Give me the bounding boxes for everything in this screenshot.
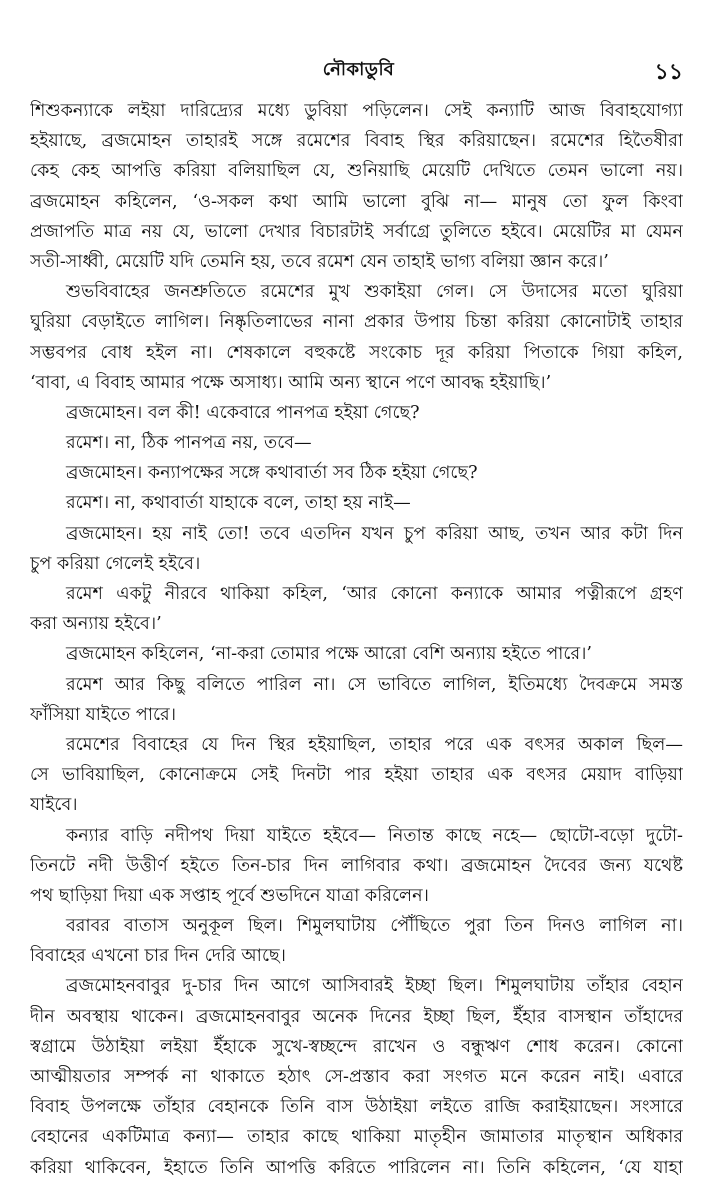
text-line: রমেশ। না, ঠিক পানপত্র নয়, তবে—: [66, 433, 312, 454]
text-line: বেহানের একটিমাত্র কন্যা— তাহার কাছে থাকিয়া মাতৃহীন জামাতার মাতৃস্থান অধিকার: [30, 1127, 683, 1148]
text-line: ‘বাবা, এ বিবাহ আমার পক্ষে অসাধ্য। আমি অন্য স্থানে পণে আবদ্ধ হইয়াছি।’: [30, 372, 552, 393]
text-line: রমেশ। না, কথাবার্তা যাহাকে বলে, তাহা হয় নাই—: [66, 493, 411, 514]
text-line: সম্ভবপর বোধ হইল না। শেষকালে বহুকষ্টে সংকোচ দূর করিয়া পিতাকে গিয়া কহিল,: [30, 342, 683, 363]
text-line: বরাবর বাতাস অনুকূল ছিল। শিমুলঘাটায় পৌঁছিতে পুরা তিন দিনও লাগিল না।: [66, 916, 683, 937]
page-number: ১১: [654, 59, 683, 85]
text-line: সতী-সাধ্বী, মেয়েটি যদি তেমনি হয়, তবে রমেশ যেন তাহাই ভাগ্য বলিয়া জ্ঞান করে।’: [30, 251, 609, 272]
text-line: সে ভাবিয়াছিল, কোনোক্রমে সেই দিনটা পার হইয়া তাহার এক বৎসর মেয়াদ বাড়িয়া: [30, 765, 683, 786]
text-line: চুপ করিয়া গেলেই হইবে।: [30, 553, 201, 574]
text-line: প্রজাপতি মাত্র নয় যে, ভালো দেখার বিচারটাই সর্বাগ্রে তুলিতে হইবে। মেয়েটির মা যেমন: [30, 221, 683, 242]
text-line: বিবাহ উপলক্ষে তাঁহার বেহানকে তিনি বাস উঠাইয়া লইতে রাজি করাইয়াছেন। সংসারে: [30, 1097, 683, 1118]
text-line: ব্রজমোহন। বল কী! একেবারে পানপত্র হইয়া গেছে?: [66, 402, 420, 423]
text-line: রমেশ আর কিছু বলিতে পারিল না। সে ভাবিতে লাগিল, ইতিমধ্যে দৈবক্রমে সমস্ত: [66, 674, 683, 695]
text-line: রমেশের বিবাহের যে দিন স্থির হইয়াছিল, তাহার পরে এক বৎসর অকাল ছিল—: [66, 734, 683, 755]
text-line: করিয়া থাকিবেন, ইহাতে তিনি আপত্তি করিতে পারিলেন না। তিনি কহিলেন, ‘যে যাহা: [30, 1157, 683, 1178]
text-line: ব্রজমোহন। হয় নাই তো! তবে এতদিন যখন চুপ করিয়া আছ, তখন আর কটা দিন: [66, 523, 683, 544]
text-line: শুভবিবাহের জনশ্রুতিতে রমেশের মুখ শুকাইয়া গেল। সে উদাসের মতো ঘুরিয়া: [66, 282, 683, 303]
text-line: কন্যার বাড়ি নদীপথ দিয়া যাইতে হইবে— নিতান্ত কাছে নহে— ছোটো-বড়ো দুটো-: [66, 825, 683, 846]
text-line: স্বগ্রামে উঠাইয়া লইয়া ইঁহাকে সুখে-স্বচ্ছন্দে রাখেন ও বন্ধুঋণ শোধ করেন। কোনো: [30, 1036, 683, 1057]
text-line: ব্রজমোহন কহিলেন, ‘ও-সকল কথা আমি ভালো বুঝি না— মানুষ তো ফুল কিংবা: [30, 191, 683, 212]
text-line: তিনটে নদী উত্তীর্ণ হইতে তিন-চার দিন লাগিবার কথা। ব্রজমোহন দৈবের জন্য যথেষ্ট: [30, 855, 683, 876]
text-line: ফাঁসিয়া যাইতে পারে।: [30, 704, 177, 725]
text-line: করা অন্যায় হইবে।’: [30, 614, 162, 635]
page-header: [0, 55, 717, 85]
text-line: হইয়াছে, ব্রজমোহন তাহারই সঙ্গে রমেশের বিবাহ স্থির করিয়াছেন। রমেশের হিতৈষীরা: [30, 131, 683, 152]
text-line: যাইবে।: [30, 795, 78, 816]
text-line: ঘুরিয়া বেড়াইতে লাগিল। নিষ্কৃতিলাভের নানা প্রকার উপায় চিন্তা করিয়া কোনোটাই তাহার: [30, 312, 683, 333]
text-line: বিবাহের এখনো চার দিন দেরি আছে।: [30, 946, 286, 967]
body-text: [30, 96, 683, 1183]
text-line: দীন অবস্থায় থাকেন। ব্রজমোহনবাবুর অনেক দিনের ইচ্ছা ছিল, ইঁহার বাসস্থান তাঁহাদের: [30, 1006, 683, 1027]
text-line: কেহ কেহ আপত্তি করিয়া বলিয়াছিল যে, শুনিয়াছি মেয়েটি দেখিতে তেমন ভালো নয়।: [30, 161, 683, 182]
running-title: নৌকাডুবি: [322, 59, 395, 80]
text-line: আত্মীয়তার সম্পর্ক না থাকাতে হঠাৎ সে-প্রস্তাব করা সংগত মনে করেন নাই। এবারে: [30, 1067, 683, 1087]
text-line: ব্রজমোহন। কন্যাপক্ষের সঙ্গে কথাবার্তা সব ঠিক হইয়া গেছে?: [66, 463, 478, 484]
text-line: রমেশ একটু নীরবে থাকিয়া কহিল, ‘আর কোনো কন্যাকে আমার পত্নীরূপে গ্রহণ: [66, 584, 683, 604]
text-line: শিশুকন্যাকে লইয়া দারিদ্র্যের মধ্যে ডুবিয়া পড়িলেন। সেই কন্যাটি আজ বিবাহযোগ্যা: [30, 101, 683, 121]
text-line: ব্রজমোহন কহিলেন, ‘না-করা তোমার পক্ষে আরো বেশি অন্যায় হইতে পারে।’: [66, 644, 593, 665]
text-line: ব্রজমোহনবাবুর দু-চার দিন আগে আসিবারই ইচ্ছা ছিল। শিমুলঘাটায় তাঁহার বেহান: [66, 976, 683, 997]
text-line: পথ ছাড়িয়া দিয়া এক সপ্তাহ পূর্বে শুভদিনে যাত্রা করিলেন।: [30, 885, 429, 906]
